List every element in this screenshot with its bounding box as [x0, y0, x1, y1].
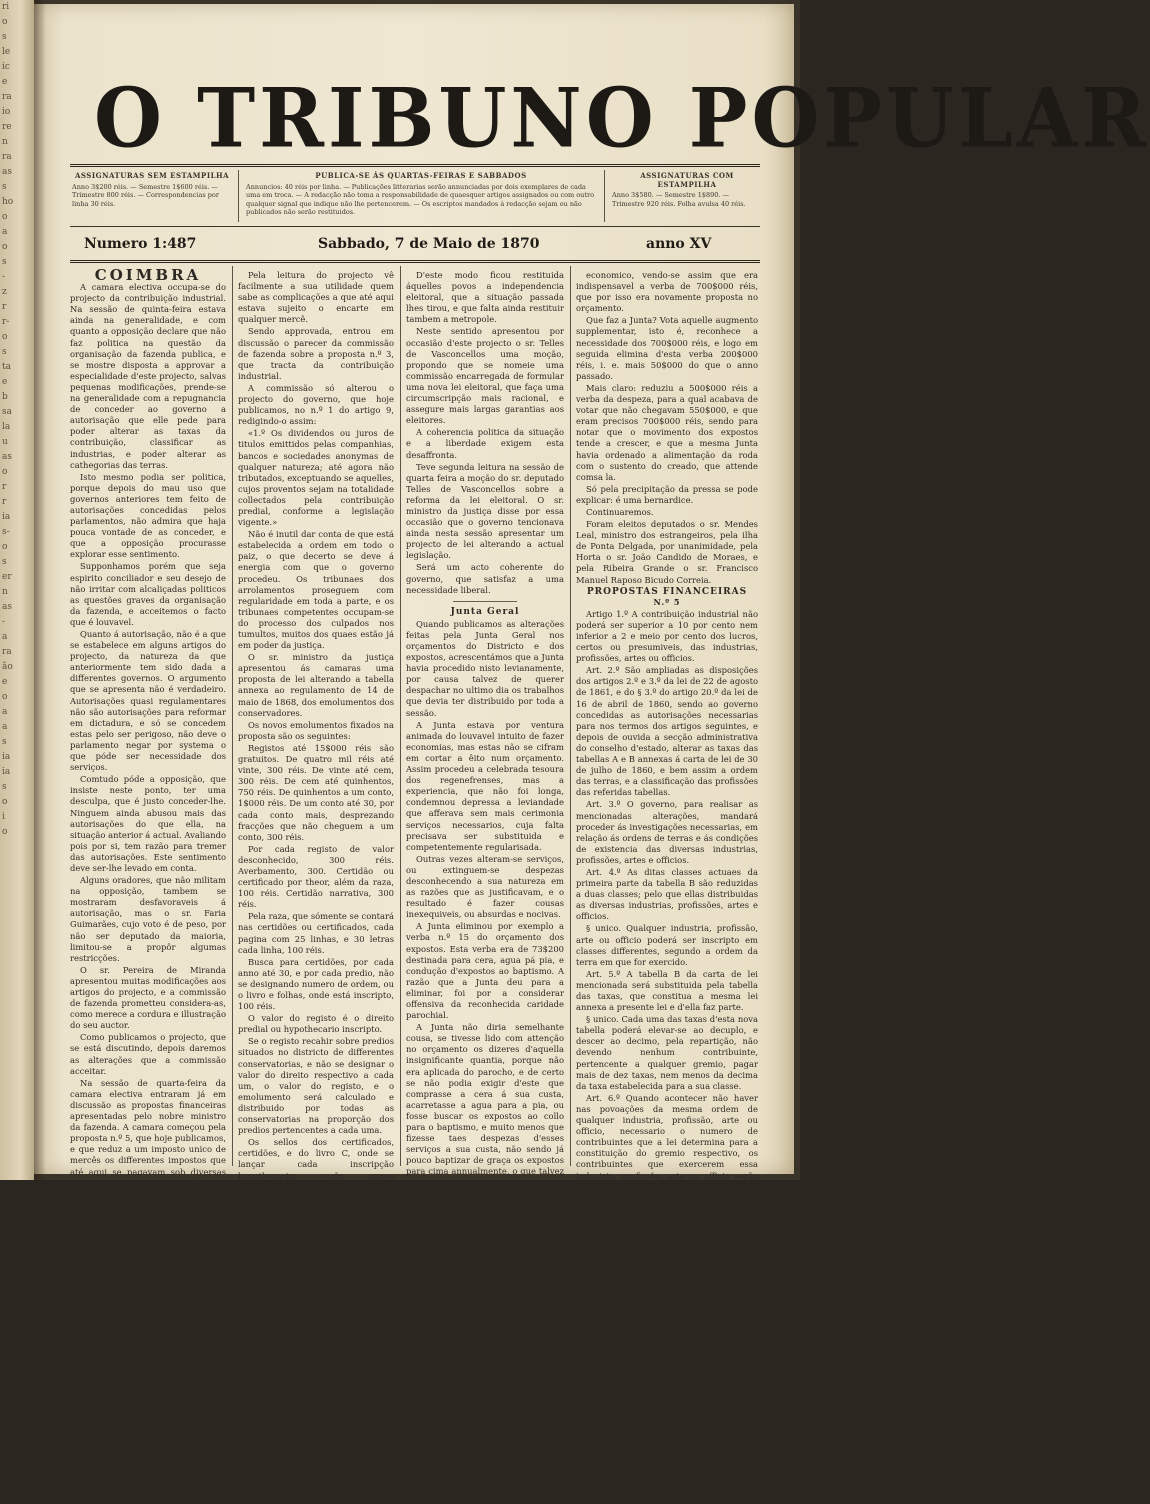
- previous-page-fragment: e: [2, 77, 8, 87]
- dateline-top-rule: [70, 226, 760, 227]
- column-3-separator: [453, 601, 516, 602]
- column-2: [238, 270, 394, 1384]
- paragraph: Os sellos dos certificados, certidões, e do livro C, onde se lançar cada inscripção hypothecaria, serão pagos separadamente pelos requerentes.: [238, 1137, 394, 1192]
- previous-page-fragment: n: [2, 137, 8, 147]
- previous-page-fragment: o: [2, 242, 8, 252]
- previous-page-fragment: n: [2, 587, 8, 597]
- previous-page-fragment: o: [2, 542, 8, 552]
- paragraph: Art. 6.º Quando acontecer não haver nas povoações da mesma ordem de qualquer industria, profissão, arte ou officio, necessario o numero de contribuintes que a lei determina para a constituição do gremio respectivo, os contribuintes que exercerem essa industria, profissão, arte ou officio serão encorporados em outro gremio da mesma classe.: [576, 1092, 758, 1203]
- previous-page-fragment: a: [2, 632, 8, 642]
- paragraph: «1.º Os dividendos ou juros de titulos emittidos pelas companhias, bancos e sociedades anonymas de qualquer natureza; até agora não tributados, exceptuando se aquelles, cujos proventos sejam na totalidade collectados pela contribuição predial, conforme a legislação vigente.»: [238, 428, 394, 528]
- subscription-divider-1: [238, 170, 239, 222]
- previous-page-fragment: e: [2, 677, 8, 687]
- column-1-heading: COIMBRA: [94, 266, 202, 284]
- paragraph: Supponhamos porém que seja espirito conciliador e seu desejo de não irritar com alcaliçadas politicos as questões graves da organisação da fazenda, e acceitemos o facto que é louvavel.: [70, 561, 226, 627]
- previous-page-fragment: -: [2, 617, 6, 627]
- column-1: [70, 266, 226, 1267]
- paragraph: Art. 2.º São ampliadas as disposições dos artigos 2.º e 3.º da lei de 22 de agosto de 1861, e do § 3.º do artigo 20.º da lei de 16 de abril de 1860, sendo ao governo concedidas as autorisações necessarias para nos termos dos artigos seguintes, e depois de ouvida a secção administrativa do conselho d'estado, alterar as taxas das tabellas A e B annexas á carta de lei de 30 de julho de 1860, e bem assim a ordem das terras, e a classificação das profissões das referidas tabellas.: [576, 665, 758, 798]
- previous-page-fragment: as: [2, 602, 12, 612]
- paragraph: A Junta ignorava isto por certo, ou se o sabia, quiz votar uma... levianidade.: [406, 1268, 564, 1301]
- paragraph: Eliminou a Junta tambem 200$000 réis na verba n.º 16 para viveres, reduzindo d'este modo a 500$000 réis a verba de 700$000 proposta no orçamento.: [406, 1302, 564, 1357]
- subscription-left-text: Anno 3$200 réis. — Semestre 1$600 réis. — Trimestre 800 réis. — Correspondencias por linha 30 réis.: [72, 182, 219, 208]
- paragraph: § unico. Qualquer industria, profissão, arte ou officio poderá ser inscripto em classes differentes, segundo a ordem da terra em que for exercido.: [576, 923, 758, 967]
- previous-page-fragment: ia: [2, 752, 11, 762]
- column-3: [406, 270, 564, 1504]
- paragraph: A commissão só alterou o projecto do governo, que hoje publicamos, no n.º 1 do artigo 9, redigindo-o assim:: [238, 382, 394, 427]
- subscription-right-text: Anno 3$580. — Semestre 1$890. — Trimestre 920 réis. Folha avulsa 40 réis.: [612, 191, 746, 208]
- paragraph: Busca para certidões, por cada anno até 30, e por cada predio, não se designando numero de ordem, ou o livro e folhas, onde está inscripto, 100 réis.: [238, 956, 394, 1012]
- paragraph: Sendo approvada, entrou em discussão o parecer da commissão de fazenda sobre a proposta n.º 3, que tracta da contribuição industrial.: [238, 326, 394, 381]
- paragraph: Quanto á autorisação, não é a que se estabelece em alguns artigos do projecto, da natureza da que anteriormente tem sido dada a differentes governos. O argumento que se apresenta não é verdadeiro. Autorisações quasi regulamentares não são autorisações para reformar em dictadura, e só se concedem estas pelo ser perigoso, não deve o parlamento negar por systema o que póde ser necessidade dos serviços.: [70, 629, 226, 773]
- previous-page-fragment: a: [2, 722, 8, 732]
- column-4-heading: PROPOSTAS FINANCEIRAS: [586, 586, 748, 597]
- paragraph: A Junta não diria semelhante cousa, se tivesse lido com attenção no orçamento os dizeres d'aquella insignificante quantia, porque não era aplicada do parocho, e de certo se não podia exigir d'este que comprasse a cera á sua custa, acarretasse a agua para a pia, ou fosse buscar os expostos ao collo para o baptismo, e muito menos que fizesse taes despezas d'esses serviços a sua custa, não sendo já pouco baptizar de graça os expostos para cima annualmente, o que talvez a Junta ignorasse.: [406, 1022, 564, 1188]
- paragraph: Para apreciar o criterio com que o fez, basta contar a historia do que nesta mesma sessão ella fez com relação a esta materia.: [406, 1359, 564, 1403]
- dateline-bottom-rule: [70, 260, 760, 263]
- paragraph: Alguns oradores, que não militam na opposição, tambem se mostraram desfavoraveis á autorisação, mas o sr. Faria Guimarães, cujo voto é de peso, por não ser deputado da maioria, limitou-se a propôr algumas restricções.: [70, 875, 226, 963]
- previous-page-fragment: r: [2, 482, 7, 492]
- subscription-right-heading: ASSIGNATURAS COM ESTAMPILHA: [640, 171, 734, 189]
- previous-page-fragment: ão: [2, 662, 13, 672]
- issue-date: Sabbado, 7 de Maio de 1870: [318, 236, 540, 252]
- previous-page-fragment: o: [2, 332, 8, 342]
- column-4: [576, 270, 758, 1349]
- newspaper-page: [34, 4, 1150, 1504]
- previous-page-fragment: -: [2, 272, 6, 282]
- paragraph: Artigo 1.º A contribuição industrial não poderá ser superior a 10 por cento nem inferior a 2 e meio por cento dos lucros, certos ou presumiveis, das industrias, profissões, artes ou officios.: [576, 608, 758, 664]
- paragraph: economico, vendo-se assim que era indispensavel a verba de 700$000 réis, que por isso era novamente proposta no orçamento.: [576, 270, 758, 314]
- previous-page-fragment: o: [2, 17, 8, 27]
- previous-page-fragment: s: [2, 32, 7, 42]
- paragraph: A camara electiva occupa-se do projecto da contribuição industrial. Na sessão de quinta-feira estava ainda na generalidade, e com quanto a opposição declare que não faz politica na questão da organisação da fazenda publica, e se mostre disposta a approvar a especialidade d'este projecto, salvas pequenas modificações, prende-se na generalidade com a repugnancia de conceder ao governo a autorisação que elle pede para poder alterar as taxas da contribuição, classificar as industrias, e poder alterar as cathegorias das terras.: [70, 282, 226, 470]
- subscription-center-heading: PUBLICA-SE ÁS QUARTAS-FEIRAS E SABBADOS: [315, 171, 527, 180]
- previous-page-edge: [0, 0, 34, 1180]
- issue-number: Numero 1:487: [84, 236, 197, 252]
- paragraph: Quando publicamos as alterações feitas pela Junta Geral nos orçamentos do Districto e dos expostos, acrescentámos que a Junta havia procedido nisto levianamente, por causa talvez de querer despachar no ultimo dia os trabalhos que devia ter distribuido por toda a sessão.: [406, 618, 564, 718]
- paragraph: A coherencia politica da situação e a liberdade exigem esta desaffronta.: [406, 427, 564, 460]
- previous-page-fragment: s: [2, 257, 7, 267]
- paragraph: Comtudo póde a opposição, que insiste neste ponto, ter uma desculpa, que é justo conceder-lhe. Ninguem ainda abusou mais das autorisações do que ella, na situação anterior á actual. Avaliando pois por si, tem razão para tremer das autorisações. Este sentimento deve ser-lhe levado em conta.: [70, 774, 226, 873]
- paragraph: Será um acto coherente do governo, que satisfaz a uma necessidade liberal.: [406, 562, 564, 595]
- paragraph: Art. 3.º O governo, para realisar as mencionadas alterações, mandará proceder ás investigações necessarias, em relação ás ordens de terras e ás condições de existencia das diversas industrias, profissões, artes e officios.: [576, 799, 758, 865]
- paragraph: Neste sentido apresentou por occasião d'este projecto o sr. Telles de Vasconcellos uma moção, propondo que se nomeie uma commissão encarregada de formular uma nova lei eleitoral, que faça uma circumscripção mais racional, e assegure mais largas garantias aos eleitores.: [406, 326, 564, 426]
- previous-page-fragment: r-: [2, 317, 10, 327]
- previous-page-fragment: s: [2, 557, 7, 567]
- paragraph: Mais claro: reduziu a 500$000 réis a verba da despeza, para a qual acabava de votar que não chegavam 550$000, e que eram precisos 700$000 réis, sendo para notar que o movimento dos expostos tende a crescer, e que a mesma Junta havia ordenado a alimentação da roda com o sustento do creado, que attende comsa la.: [576, 382, 758, 482]
- paragraph: O valor do registo é o direito predial ou hypothecario inscripto.: [238, 1013, 394, 1035]
- previous-page-fragment: ta: [2, 362, 11, 372]
- column-divider-3: [570, 266, 571, 1166]
- previous-page-fragment: o: [2, 467, 8, 477]
- subscription-center-text: Annuncios: 40 réis por linha. — Publicações litterarias serão annunciadas por dois exemplares de cada uma em troca. — A redacção não toma a responsabilidade de quaesquer artigos assignados ou com outro qualquer signal que indique não lhe pertencerem. — Os escriptos mandados á redacção sejam ou não publicados não serão restituidos.: [246, 182, 594, 216]
- previous-page-fragment: io: [2, 107, 11, 117]
- paragraph: Os novos emolumentos fixados na proposta são os seguintes:: [238, 719, 394, 741]
- previous-page-fragment: o: [2, 212, 8, 222]
- previous-page-fragment: ra: [2, 152, 12, 162]
- column-divider-1: [232, 266, 233, 1166]
- paragraph: Isto mesmo podia ser politica, porque depois do mau uso que governos anteriores tem feito de autorisações concedidas pelos parlamentos, não admira que haja pouca vontade de as conceder, e que a opposição procurasse explorar esse sentimento.: [70, 471, 226, 560]
- paragraph: A Junta estava por ventura animada do louvavel intuito de fazer economias, mas estas não se cifram em cortar a êito num orçamento. Assim procedeu a celebrada tesoura dos regenefrenses, mas a experiencia, que não foi longa, condemnou depressa a leviandade que afferava sem mais cerimonia serviços necessarios, cuja falta precisava ser substituida e competentemente regularisada.: [406, 719, 564, 852]
- paragraph: Art. 5.º A tabella B da carta de lei mencionada será substituida pela tabella das taxas, que constitua a mesma lei annexa a presente lei e d'ella faz parte.: [576, 968, 758, 1013]
- previous-page-fragment: u: [2, 437, 8, 447]
- paragraph: Tambem foi approvado o projecto da commissão de legislação, pelo qual as provincias de Macau e Timor serão d'ora ávante representadas por dois circulos eleitoraes, cada um dos quaes dará o seu deputado.: [238, 1306, 394, 1384]
- previous-page-fragment: o: [2, 797, 8, 807]
- paragraph: Que faz a Junta? Vota aquelle augmento supplementar, isto é, reconhece a necessidade dos 700$000 réis, e logo em seguida elimina d'esta verba 200$000 réis, i. e. mais 50$000 do que o anno passado.: [576, 315, 758, 381]
- previous-page-fragment: ho: [2, 197, 14, 207]
- paragraph: Esta proposta não contém augmento de imposto, mas diminue o serviço publico e o trabalho das partes, redundando por isso n'um economia importante.: [70, 1211, 226, 1267]
- previous-page-fragment: i: [2, 812, 5, 822]
- paragraph: Se não houver outro gremio da mesma classe, a encorporação será feita em gremio de classe immediatamente inferior.: [576, 1204, 758, 1237]
- paragraph: A camara electiva approvou o projecto que revoga o artigo 3.º da lei de 30 de agosto de 1869.: [238, 1193, 394, 1226]
- previous-page-fragment: er: [2, 572, 12, 582]
- paragraph: Registos até 15$000 réis são gratuitos. De quatro mil réis até vinte, 300 réis. De vinte até cem, 300 réis. De cem até quinhentos, 750 réis. De quinhentos a um conto, 1$000 réis. De um conto até 30, por cada conto mais, desprezando fracções que não cheguem a um conto, 300 réis.: [238, 742, 394, 842]
- paragraph: O sr. Pereira de Miranda apresentou muitas modificações aos artigos do projecto, e a commissão de fazenda prometteu considera-as, como merece a cordura e illustração do seu auctor.: [70, 964, 226, 1031]
- paragraph: O sr. ministro da justiça apresentou ás camaras uma proposta de lei alterando a tabella annexa ao regulamento de 14 de maio de 1868, dos emolumentos dos conservadores.: [238, 652, 394, 718]
- previous-page-fragment: le: [2, 47, 11, 57]
- previous-page-fragment: as: [2, 167, 12, 177]
- previous-page-fragment: r: [2, 302, 7, 312]
- paragraph: Não é inutil dar conta de que está estabelecida a ordem em todo o paiz, o que decerto se deve á energia com que o governo procedeu. Os tribunaes dos arrolamentos proseguem com regularidade em toda a parte, e os tribunaes competentes occupam-se do processo dos culpados nos tumultos, muitos dos quaes estão já em poder da justiça.: [238, 529, 394, 651]
- paragraph: D'este modo ficou restituida áquelles povos a independencia eleitoral, que a situação passada lhes tirou, e que falta ainda restituir tambem a metropole.: [406, 270, 564, 325]
- paragraph: Art. 7.º Decretadas as tabellas, em virtude do disposto no artigo 2.º, o governo poderá, ouvida a secção administrativa do conselho d'estado, reduzir provisoriamente até que os côrtes hajam de prover, as taxas impostas a qualquer industria, profissão, arte ou officio, comprehendidas nas mesmas tabellas A e B, assim como alterar as ordens de terras ou em alguma d'ellas,: [576, 1239, 758, 1349]
- paragraph: Como publicamos o projecto, que se está discutindo, depois daremos as alterações que a commissão acceitar.: [70, 1032, 226, 1076]
- previous-page-fragment: a: [2, 227, 8, 237]
- previous-page-fragment: s: [2, 182, 7, 192]
- paragraph: A Junta eliminou por exemplo a verba n.º 15 do orçamento dos expostos. Esta verba era de 73$200 destinada para cera, agua pá pia, e condução d'expostos ao baptismo. A razão que a Junta deu para a eliminar, foi por a considerar offensiva da reconhecida caridade parochial.: [406, 921, 564, 1021]
- previous-page-fragment: a: [2, 707, 8, 717]
- previous-page-fragment: as: [2, 452, 12, 462]
- subscription-right: [612, 172, 762, 208]
- paragraph: Propunha o orçamento do anno passado os mesmos 700$000 réis, mas a Junta d'esse anno eliminou 150$000 réis, ficando assim a verba reduzida a 550$000 réis. Esta somma não chegou, e este anno foi presente á Junta um orçamento supplementar de réis 150$000 para os viveres no resto do anno: [406, 1404, 564, 1504]
- paragraph: Art. 4.º As ditas classes actuaes da primeira parte da tabella B são reduzidas a duas classes; pelo que ellas distribuidas as diversas industrias, profissões, artes e officios.: [576, 866, 758, 922]
- previous-page-fragment: ia: [2, 767, 11, 777]
- paragraph: Pela raza, que sómente se contará nas certidões ou certificados, cada pagina com 25 linhas, e 30 letras cada linha, 100 réis.: [238, 911, 394, 955]
- paragraph: Outras vezes alteram-se serviços, ou extinguem-se despezas desconhecendo a sua natureza em as razões que as justificavam, e o resultado é fazer cousas inexequiveis, ou absurdas e nocivas.: [406, 853, 564, 920]
- paragraph: Os inconvenientes e prejuizos que esta disposição trazia comsigo, motivaram a proposta do governo, e assim ficou revogada uma providencia, que a muitos se afigurava util, mas que na pratica apresentava maus resultados.: [238, 1227, 394, 1305]
- previous-page-fragment: ra: [2, 647, 12, 657]
- previous-page-fragment: s: [2, 737, 7, 747]
- previous-page-fragment: ri: [2, 2, 10, 12]
- previous-page-fragment: re: [2, 122, 12, 132]
- paragraph: Se o registo recahir sobre predios situados no districto de differentes conservatorias, e não se designar o valor do direito respectivo a cada um, o valor do registo, e o emolumento será calculado e distribuido por todas as conservatorias na proporção dos predios pertencentes a cada uma.: [238, 1036, 394, 1136]
- previous-page-fragment: s: [2, 782, 7, 792]
- paragraph: Só pela precipitação da pressa se pode explicar: é uma bernardice.: [576, 483, 758, 505]
- paragraph: Aquella verba era destinada á despezas feitas pelo thesoureiro, mas que não foi tirada do orçamento sem formas feitas por ele, porque se digno o respectivo parocho haviam accordado com a camara que as fizesse ella directamente.: [406, 1189, 564, 1267]
- previous-page-fragment: ic: [2, 62, 10, 72]
- paragraph: Por cada registo de valor desconhecido, 300 réis. Averbamento, 300. Certidão ou certificado por theor, além da raza, 100 réis. Certidão narrativa, 300 réis.: [238, 843, 394, 910]
- masthead-title: O TRIBUNO POPULAR: [94, 70, 1150, 167]
- previous-page-fragment: ra: [2, 92, 12, 102]
- previous-page-fragment: o: [2, 827, 8, 837]
- previous-page-fragment: s: [2, 347, 7, 357]
- issue-year: anno XV: [646, 236, 712, 252]
- paragraph: Teve segunda leitura na sessão de quarta feira a moção do sr. deputado Telles de Vasconcellos sobre a reforma da lei eleitoral. O sr. ministro da justiça disse por essa occasião que o governo tencionava ainda nesta sessão apresentar um projecto de lei alterando a actual legislação.: [406, 461, 564, 561]
- paragraph: § unico. Cada uma das taxas d'esta nova tabella poderá elevar-se ao decuplo, e descer ao decimo, pela repartição, não devendo nenhum contribuinte, pertencente a qualquer gremio, pagar mais de dez taxas, nem menos da decima da taxa estabelecida para a sua classe.: [576, 1014, 758, 1091]
- previous-page-fragment: sa: [2, 407, 12, 417]
- paragraph: Continuaremos.: [586, 506, 654, 517]
- previous-page-fragment: la: [2, 422, 11, 432]
- masthead-rule: [70, 164, 760, 167]
- previous-page-fragment: b: [2, 392, 8, 402]
- page-fold-shadow: [34, 0, 46, 1180]
- paragraph: Na sessão de quarta-feira da camara electiva entraram já em discussão as propostas financeiras apresentadas pelo nobre ministro da fazenda. A camara começou pela proposta n.º 5, que hoje publicamos, e que reduz a um imposto unico de mercês os differentes impostos que até aqui se pagavam sob diversas designações, e por diversas instancias pelas mercês honorificas e retribuidas.: [70, 1077, 226, 1210]
- subscription-divider-2: [604, 170, 605, 222]
- subscription-left-heading: ASSIGNATURAS SEM ESTAMPILHA: [74, 171, 230, 180]
- previous-page-fragment: e: [2, 377, 8, 387]
- column-4-heading-note: N.º 5: [653, 596, 681, 607]
- previous-page-fragment: s-: [2, 527, 10, 537]
- previous-page-fragment: z: [2, 287, 7, 297]
- column-3-heading: Junta Geral: [450, 606, 520, 617]
- paragraph: Foram eleitos deputados o sr. Mendes Leal, ministro dos estrangeiros, pela ilha de Ponta Delgada, por unanimidade, pela Horta o sr. João Candido de Moraes, e pela Ribeira Grande o sr. Francisco Manuel Raposo Bicudo Correia.: [576, 519, 758, 585]
- subscription-center: [246, 172, 596, 217]
- previous-page-fragment: r: [2, 497, 7, 507]
- previous-page-fragment: ia: [2, 512, 11, 522]
- paragraph: Pela leitura do projecto vê facilmente a sua utilidade quem sabe as complicações a que até aqui estava sujeito o encarte em qualquer mercê.: [238, 270, 394, 325]
- subscription-left: [72, 172, 232, 208]
- column-divider-2: [400, 266, 401, 1166]
- previous-page-fragment: o: [2, 692, 8, 702]
